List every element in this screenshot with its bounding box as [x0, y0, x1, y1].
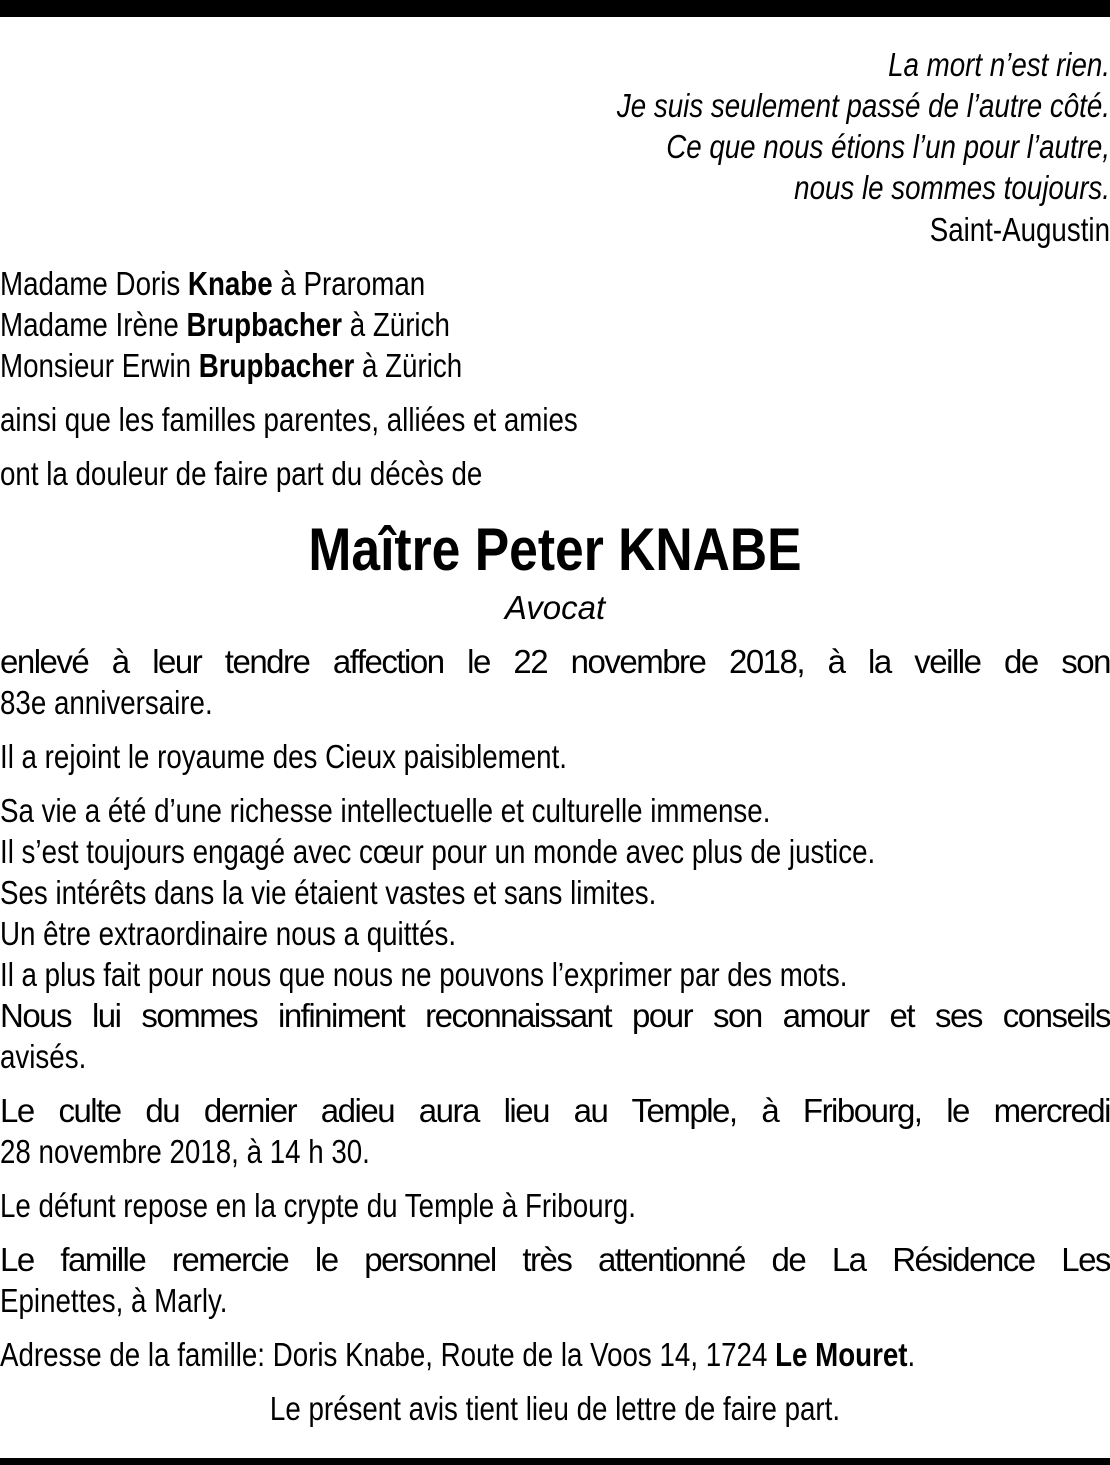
service-line-2: 28 novembre 2018, à 14 h 30. — [0, 1133, 370, 1170]
tribute-line-6: Nous lui sommes infiniment reconnaissant pour son amour et ses conseils — [0, 997, 1110, 1034]
death-line-1: enlevé à leur tendre affection le 22 novembre 2018, à la veille de son — [0, 643, 1110, 680]
mourner-1-suffix: à Praroman — [272, 265, 426, 302]
mourner-3-prefix: Monsieur Erwin — [0, 347, 199, 384]
death-line-2: 83e anniversaire. — [0, 684, 213, 721]
epigraph-line-3: Ce que nous étions l’un pour l’autre, — [666, 128, 1110, 165]
epigraph-line-4: nous le sommes toujours. — [794, 169, 1110, 206]
thanks-line-1: Le famille remercie le personnel très attentionné de La Résidence Les — [0, 1241, 1110, 1278]
address-suffix: . — [907, 1336, 916, 1373]
epigraph-line-1: La mort n’est rien. — [888, 46, 1110, 83]
deceased-name: Maître Peter KNABE — [308, 516, 802, 583]
epigraph-attribution: Saint-Augustin — [929, 211, 1110, 248]
mourner-3 — [0, 346, 932, 386]
mourner-1-prefix: Madame Doris — [0, 265, 188, 302]
deceased-profession: Avocat — [504, 589, 606, 626]
mourner-3-suffix: à Zürich — [354, 347, 463, 384]
mourner-3-surname: Brupbacher — [198, 347, 355, 384]
address-line — [0, 1335, 932, 1375]
address-town: Le Mouret — [775, 1336, 908, 1373]
service-line-1: Le culte du dernier adieu aura lieu au Temple, à Fribourg, le mercredi — [0, 1092, 1110, 1129]
top-rule — [0, 0, 1110, 17]
epigraph-line-2: Je suis seulement passé de l’autre côté. — [616, 87, 1110, 124]
mourner-2-prefix: Madame Irène — [0, 306, 187, 343]
families-line: ainsi que les familles parentes, alliées et amies — [0, 401, 578, 438]
mourner-1 — [0, 264, 932, 304]
tribute-line-3: Ses intérêts dans la vie étaient vastes et sans limites. — [0, 874, 657, 911]
tribute-line-7: avisés. — [0, 1038, 87, 1075]
mourner-2-surname: Brupbacher — [186, 306, 343, 343]
mourner-1-surname: Knabe — [187, 265, 273, 302]
rest-line: Le défunt repose en la crypte du Temple à Fribourg. — [0, 1187, 636, 1224]
tribute-line-2: Il s’est toujours engagé avec cœur pour un monde avec plus de justice. — [0, 833, 876, 870]
mourner-2 — [0, 305, 932, 345]
announce-line: ont la douleur de faire part du décès de — [0, 455, 483, 492]
mourner-2-suffix: à Zürich — [342, 306, 450, 343]
closing-line: Le présent avis tient lieu de lettre de faire part. — [269, 1390, 841, 1427]
thanks-line-2: Epinettes, à Marly. — [0, 1282, 228, 1319]
tribute-line-1: Sa vie a été d’une richesse intellectuelle et culturelle immense. — [0, 792, 771, 829]
peace-line: Il a rejoint le royaume des Cieux paisiblement. — [0, 738, 568, 775]
tribute-line-5: Il a plus fait pour nous que nous ne pouvons l’exprimer par des mots. — [0, 956, 848, 993]
bottom-rule — [0, 1458, 1110, 1465]
tribute-line-4: Un être extraordinaire nous a quittés. — [0, 915, 457, 952]
address-prefix: Adresse de la famille: Doris Knabe, Route de la Voos 14, 1724 — [0, 1336, 776, 1373]
